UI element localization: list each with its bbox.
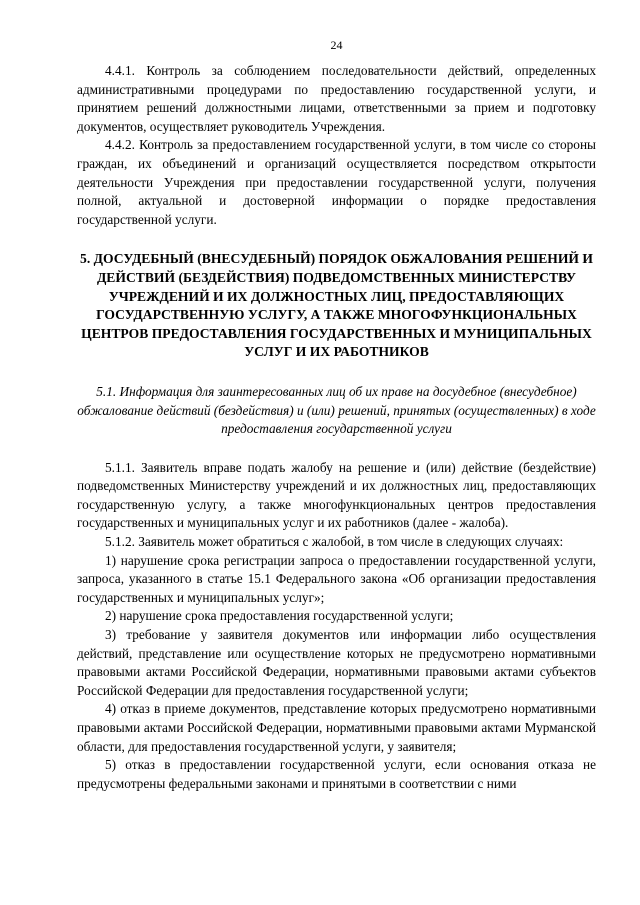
list-item-1: 1) нарушение срока регистрации запроса о предоставлении государственной услуги, запроса, указанного в статье 15.1 Федерального закона «Об организации предоставления государственных и муниципальных услуг»; <box>77 552 596 605</box>
page-number: 24 <box>330 38 343 52</box>
list-item-2: 2) нарушение срока предоставления государственной услуги; <box>105 608 454 624</box>
section-5-heading: 5. ДОСУДЕБНЫЙ (ВНЕСУДЕБНЫЙ) ПОРЯДОК ОБЖАЛОВАНИЯ РЕШЕНИЙ И ДЕЙСТВИЙ (БЕЗДЕЙСТВИЯ) ПОДВЕДОМСТВЕННЫХ МИНИСТЕРСТВУ УЧРЕЖДЕНИЙ И ИХ ДОЛЖНОСТНЫХ ЛИЦ, ПРЕДОСТАВЛЯЮЩИХ ГОСУДАРСТВЕННУЮ УСЛУГУ, А ТАКЖЕ МНОГОФУНКЦИОНАЛЬНЫХ ЦЕНТРОВ ПРЕДОСТАВЛЕНИЯ ГОСУДАРСТВЕННЫХ И МУНИЦИПАЛЬНЫХ УСЛУГ И ИХ РАБОТНИКОВ <box>80 251 593 360</box>
document-page <box>77 38 596 793</box>
list-item-3: 3) требование у заявителя документов или информации либо осуществления действий, представление или осуществление которых не предусмотрено нормативными правовыми актами Российской Федерации, нормативными правовыми актами субъектов Российской Федерации для предоставления государственной услуги; <box>77 627 596 698</box>
list-item-5: 5) отказ в предоставлении государственной услуги, если основания отказа не предусмотрены федеральными законами и принятыми в соответствии с ними <box>77 757 596 791</box>
paragraph-4-4-1: 4.4.1. Контроль за соблюдением последовательности действий, определенных административными процедурами по предоставлению государственной услуги, и принятием решений должностными лицами, ответственными за прием и подготовку документов, осуществляет руководитель Учреждения. <box>77 63 596 134</box>
paragraph-4-4-2: 4.4.2. Контроль за предоставлением государственной услуги, в том числе со стороны граждан, их объединений и организаций осуществляется посредством открытости деятельности Учреждения при предоставлении государственной услуги, получения полной, актуальной и достоверной информации о порядке предоставления государственной услуги. <box>77 137 596 227</box>
paragraph-5-1-2: 5.1.2. Заявитель может обратиться с жалобой, в том числе в следующих случаях: <box>105 534 564 550</box>
paragraph-5-1-1: 5.1.1. Заявитель вправе подать жалобу на решение и (или) действие (бездействие) подведомственных Министерству учреждений и их должностных лиц, предоставляющих государственную услугу, а также многофункциональных центров предоставления государственных и муниципальных услуг и их работников (далее - жалоба). <box>77 459 596 531</box>
subsection-5-1-heading: 5.1. Информация для заинтересованных лиц об их праве на досудебное (внесудебное) обжалование действий (бездействия) и (или) решений, принятых (осуществленных) в ходе предоставления государственной услуги <box>77 383 596 437</box>
list-item-4: 4) отказ в приеме документов, представление которых предусмотрено нормативными правовыми актами Российской Федерации, нормативными правовыми актами Мурманской области, для предоставления государственной услуги, у заявителя; <box>77 701 596 754</box>
